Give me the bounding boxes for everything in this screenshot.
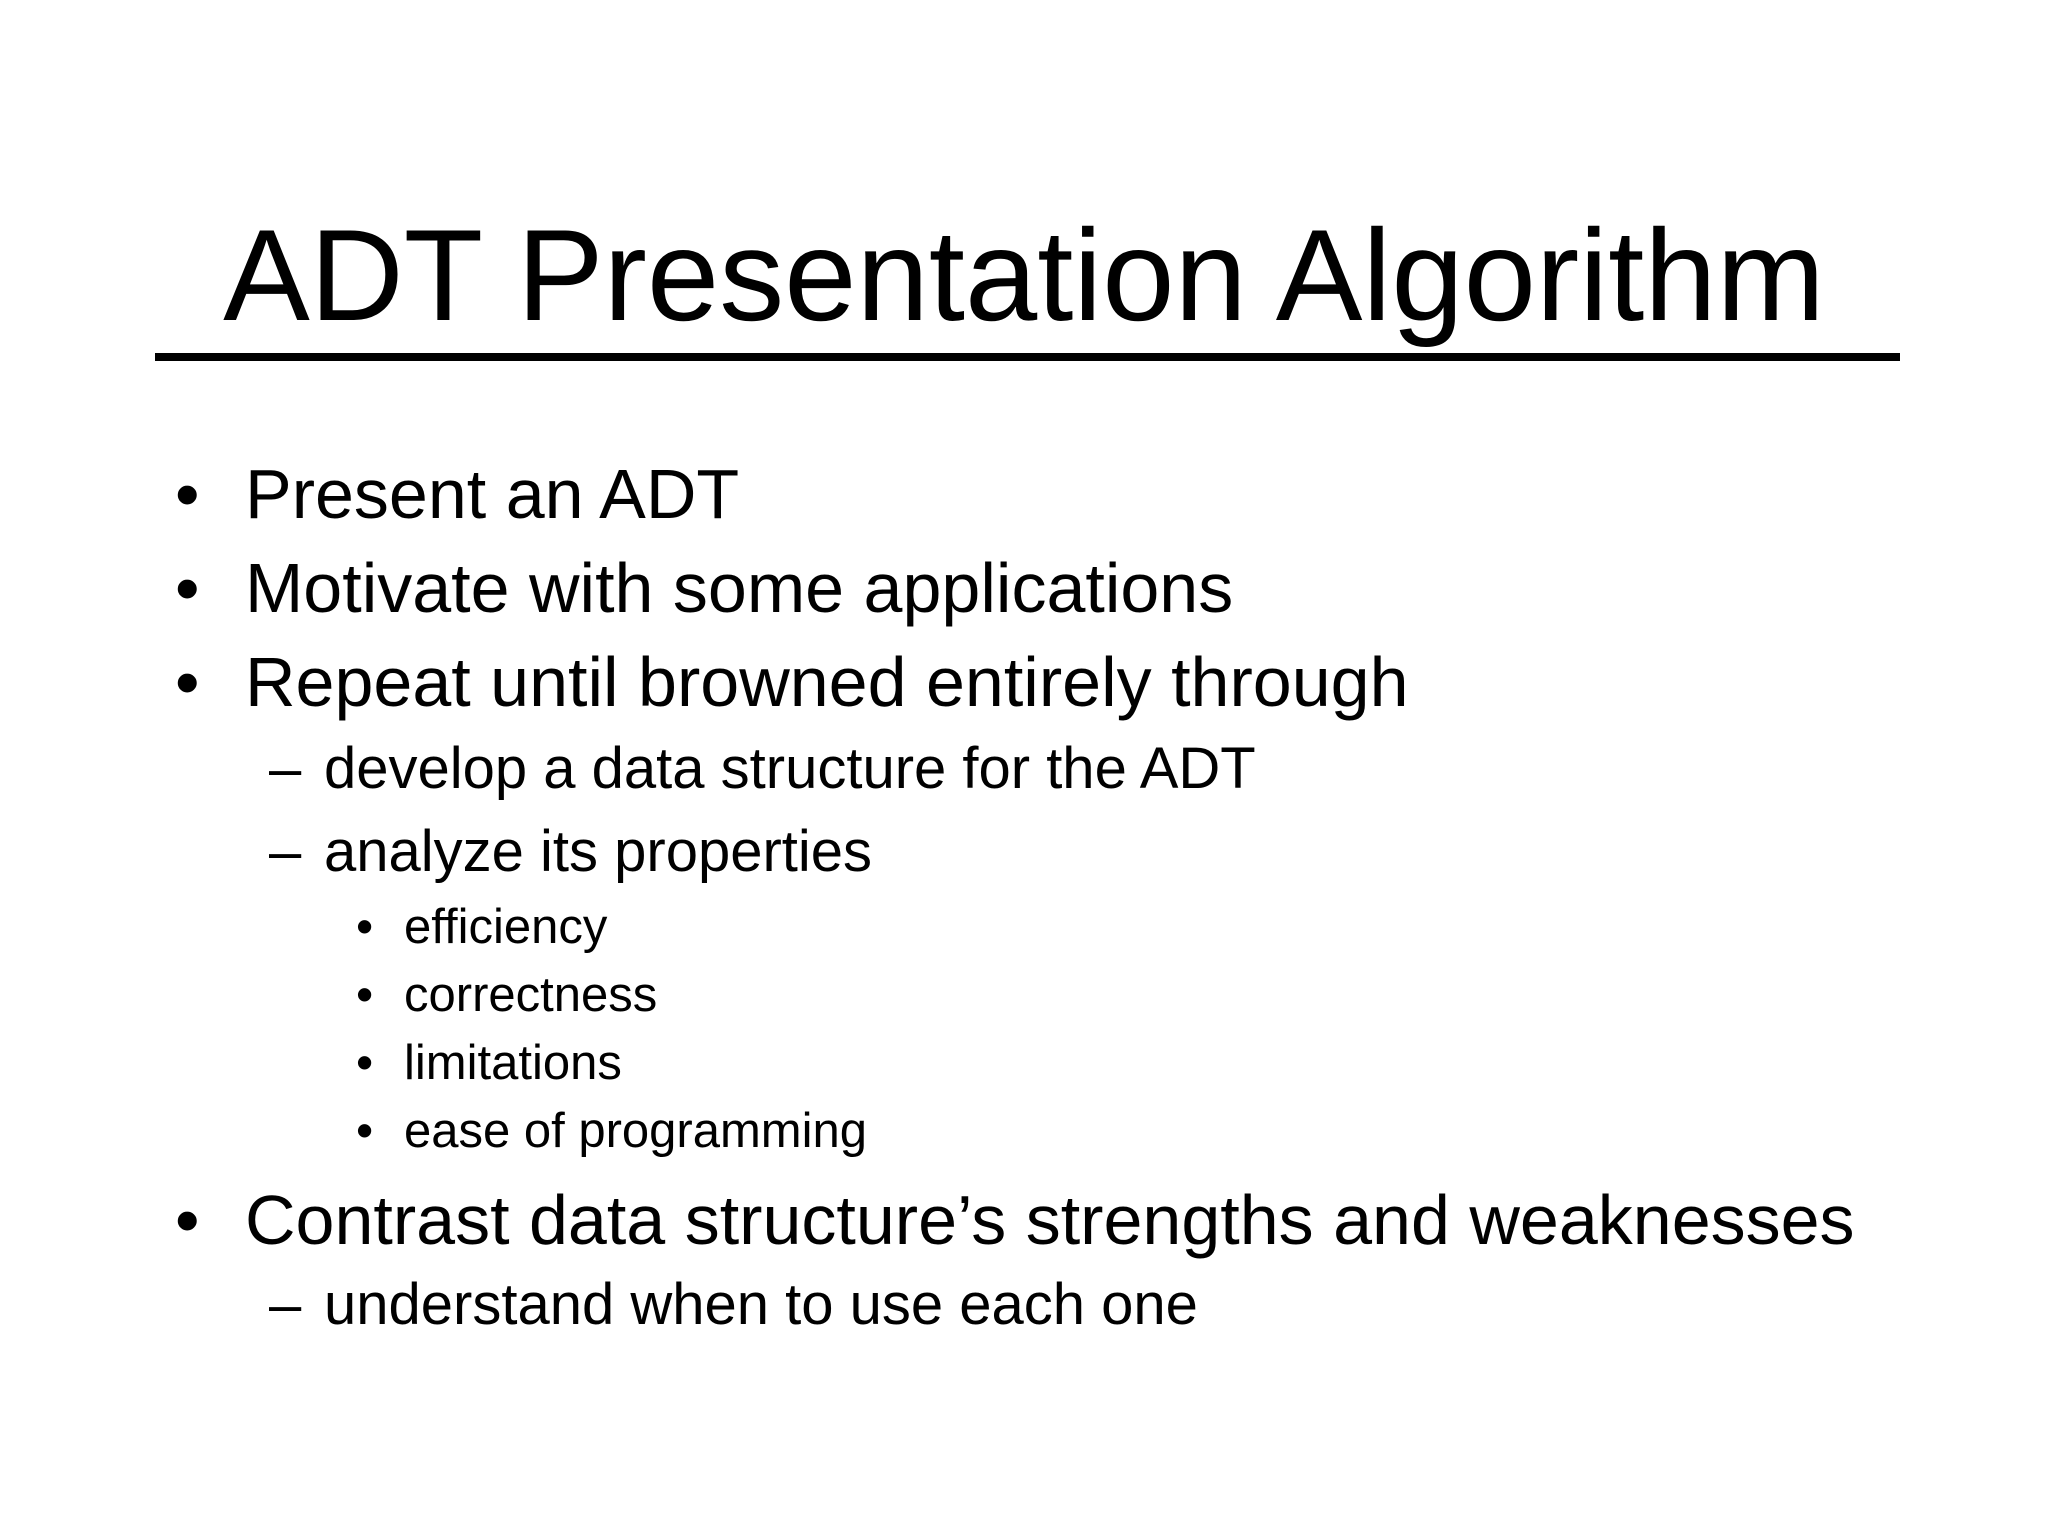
bullet-icon: •: [356, 1104, 374, 1158]
bullet-icon: •: [175, 549, 200, 627]
bullet-text: Present an ADT: [245, 455, 740, 533]
subsubitem-ease: [356, 1102, 868, 1160]
subitem-understand: [269, 1271, 1198, 1339]
bullet-icon: •: [356, 900, 374, 954]
title-divider: [155, 353, 1900, 361]
slide-title: ADT Presentation Algorithm: [223, 202, 1825, 348]
bullet-icon: •: [356, 968, 374, 1022]
subsubitem-text: correctness: [404, 968, 658, 1022]
subitem-develop: [269, 735, 1256, 803]
subsubitem-text: efficiency: [404, 900, 608, 954]
dash-icon: –: [269, 1272, 302, 1337]
bullet-repeat: [175, 642, 1409, 722]
subitem-text: develop a data structure for the ADT: [324, 736, 1256, 801]
bullet-icon: •: [175, 455, 200, 533]
subsubitem-text: ease of programming: [404, 1104, 868, 1158]
dash-icon: –: [269, 736, 302, 801]
bullet-icon: •: [175, 1181, 200, 1259]
bullet-icon: •: [356, 1036, 374, 1090]
subitem-text: understand when to use each one: [324, 1272, 1198, 1337]
subsubitem-efficiency: [356, 898, 608, 956]
bullet-text: Repeat until browned entirely through: [245, 643, 1409, 721]
bullet-text: Motivate with some applications: [245, 549, 1234, 627]
bullet-motivate: [175, 548, 1234, 628]
subsubitem-limitations: [356, 1034, 622, 1092]
bullet-text: Contrast data structure’s strengths and weaknesses: [245, 1181, 1855, 1259]
dash-icon: –: [269, 819, 302, 884]
bullet-contrast: [175, 1180, 1855, 1260]
subsubitem-correctness: [356, 966, 658, 1024]
bullet-present-adt: [175, 454, 740, 534]
subitem-text: analyze its properties: [324, 819, 873, 884]
subitem-analyze: [269, 818, 873, 886]
bullet-icon: •: [175, 643, 200, 721]
subsubitem-text: limitations: [404, 1036, 622, 1090]
